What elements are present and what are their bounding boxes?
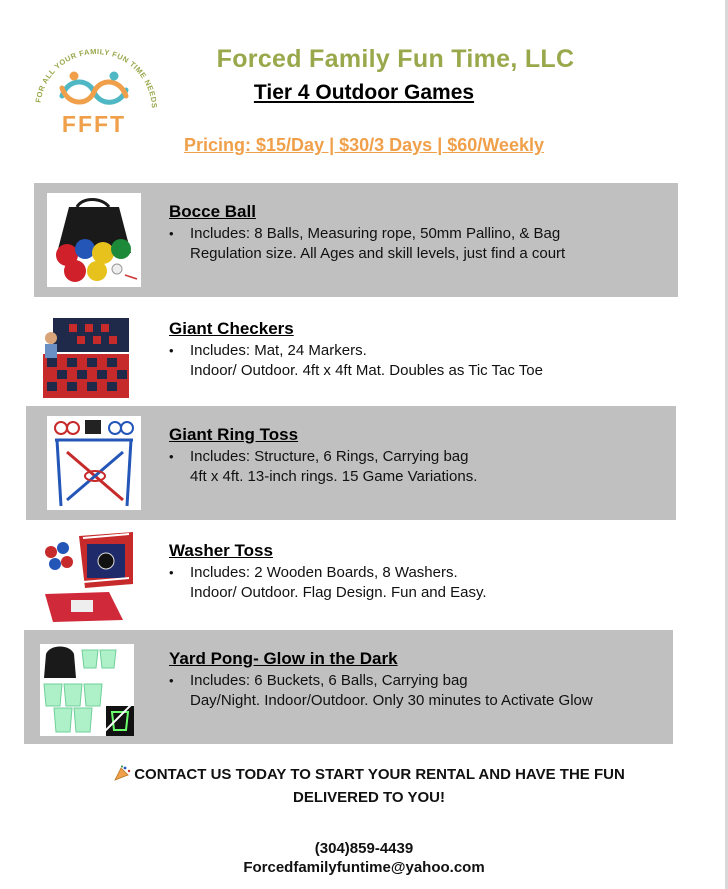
logo-letters: FFFT — [61, 111, 127, 137]
giant-checkers-image — [39, 308, 133, 402]
logo-arc-text: FOR ALL YOUR FAMILY FUN TIME NEEDS — [33, 48, 160, 109]
game-detail: 4ft x 4ft. 13-inch rings. 15 Game Variations. — [190, 468, 478, 485]
game-yard-pong — [24, 630, 673, 744]
game-washer-toss — [34, 522, 678, 636]
game-name: Bocce Ball — [169, 202, 256, 221]
contact-phone[interactable]: (304)859-4439 — [314, 840, 414, 857]
game-name: Yard Pong- Glow in the Dark — [169, 649, 398, 668]
call-to-action — [0, 764, 728, 808]
game-detail: Regulation size. All Ages and skill levels, just find a court — [190, 245, 566, 262]
game-bocce-ball — [34, 183, 678, 297]
game-includes: • Includes: 8 Balls, Measuring rope, 50mm Pallino, & Bag — [169, 225, 560, 242]
game-detail: Day/Night. Indoor/Outdoor. Only 30 minutes to Activate Glow — [190, 692, 593, 709]
flyer-title: Tier 4 Outdoor Games — [253, 81, 475, 104]
game-includes: • Includes: Mat, 24 Markers. — [169, 342, 367, 359]
giant-ring-toss-image — [47, 416, 141, 510]
game-includes: • Includes: 2 Wooden Boards, 8 Washers. — [169, 564, 458, 581]
washer-toss-image — [39, 530, 133, 624]
game-detail: Indoor/ Outdoor. 4ft x 4ft Mat. Doubles as Tic Tac Toe — [190, 362, 543, 379]
contact-email[interactable]: Forcedfamilyfuntime@yahoo.com — [243, 859, 485, 876]
game-name: Giant Ring Toss — [169, 425, 299, 444]
game-includes: • Includes: Structure, 6 Rings, Carrying bag — [169, 448, 468, 465]
bocce-ball-image — [47, 193, 141, 287]
pricing-line: Pricing: $15/Day | $30/3 Days | $60/Weekly — [184, 135, 544, 155]
cta-line-2: DELIVERED TO YOU! — [293, 789, 445, 806]
game-giant-checkers — [34, 300, 678, 414]
game-name: Washer Toss — [169, 541, 273, 560]
company-name: Forced Family Fun Time, LLC — [216, 45, 575, 73]
game-detail: Indoor/ Outdoor. Flag Design. Fun and Easy. — [190, 584, 487, 601]
party-popper-icon — [113, 765, 131, 787]
game-includes: • Includes: 6 Buckets, 6 Balls, Carrying bag — [169, 672, 468, 689]
game-giant-ring-toss — [26, 406, 676, 520]
game-name: Giant Checkers — [169, 319, 294, 338]
yard-pong-image — [40, 644, 134, 736]
cta-line-1: CONTACT US TODAY TO START YOUR RENTAL AND HAVE THE FUN — [134, 766, 625, 783]
